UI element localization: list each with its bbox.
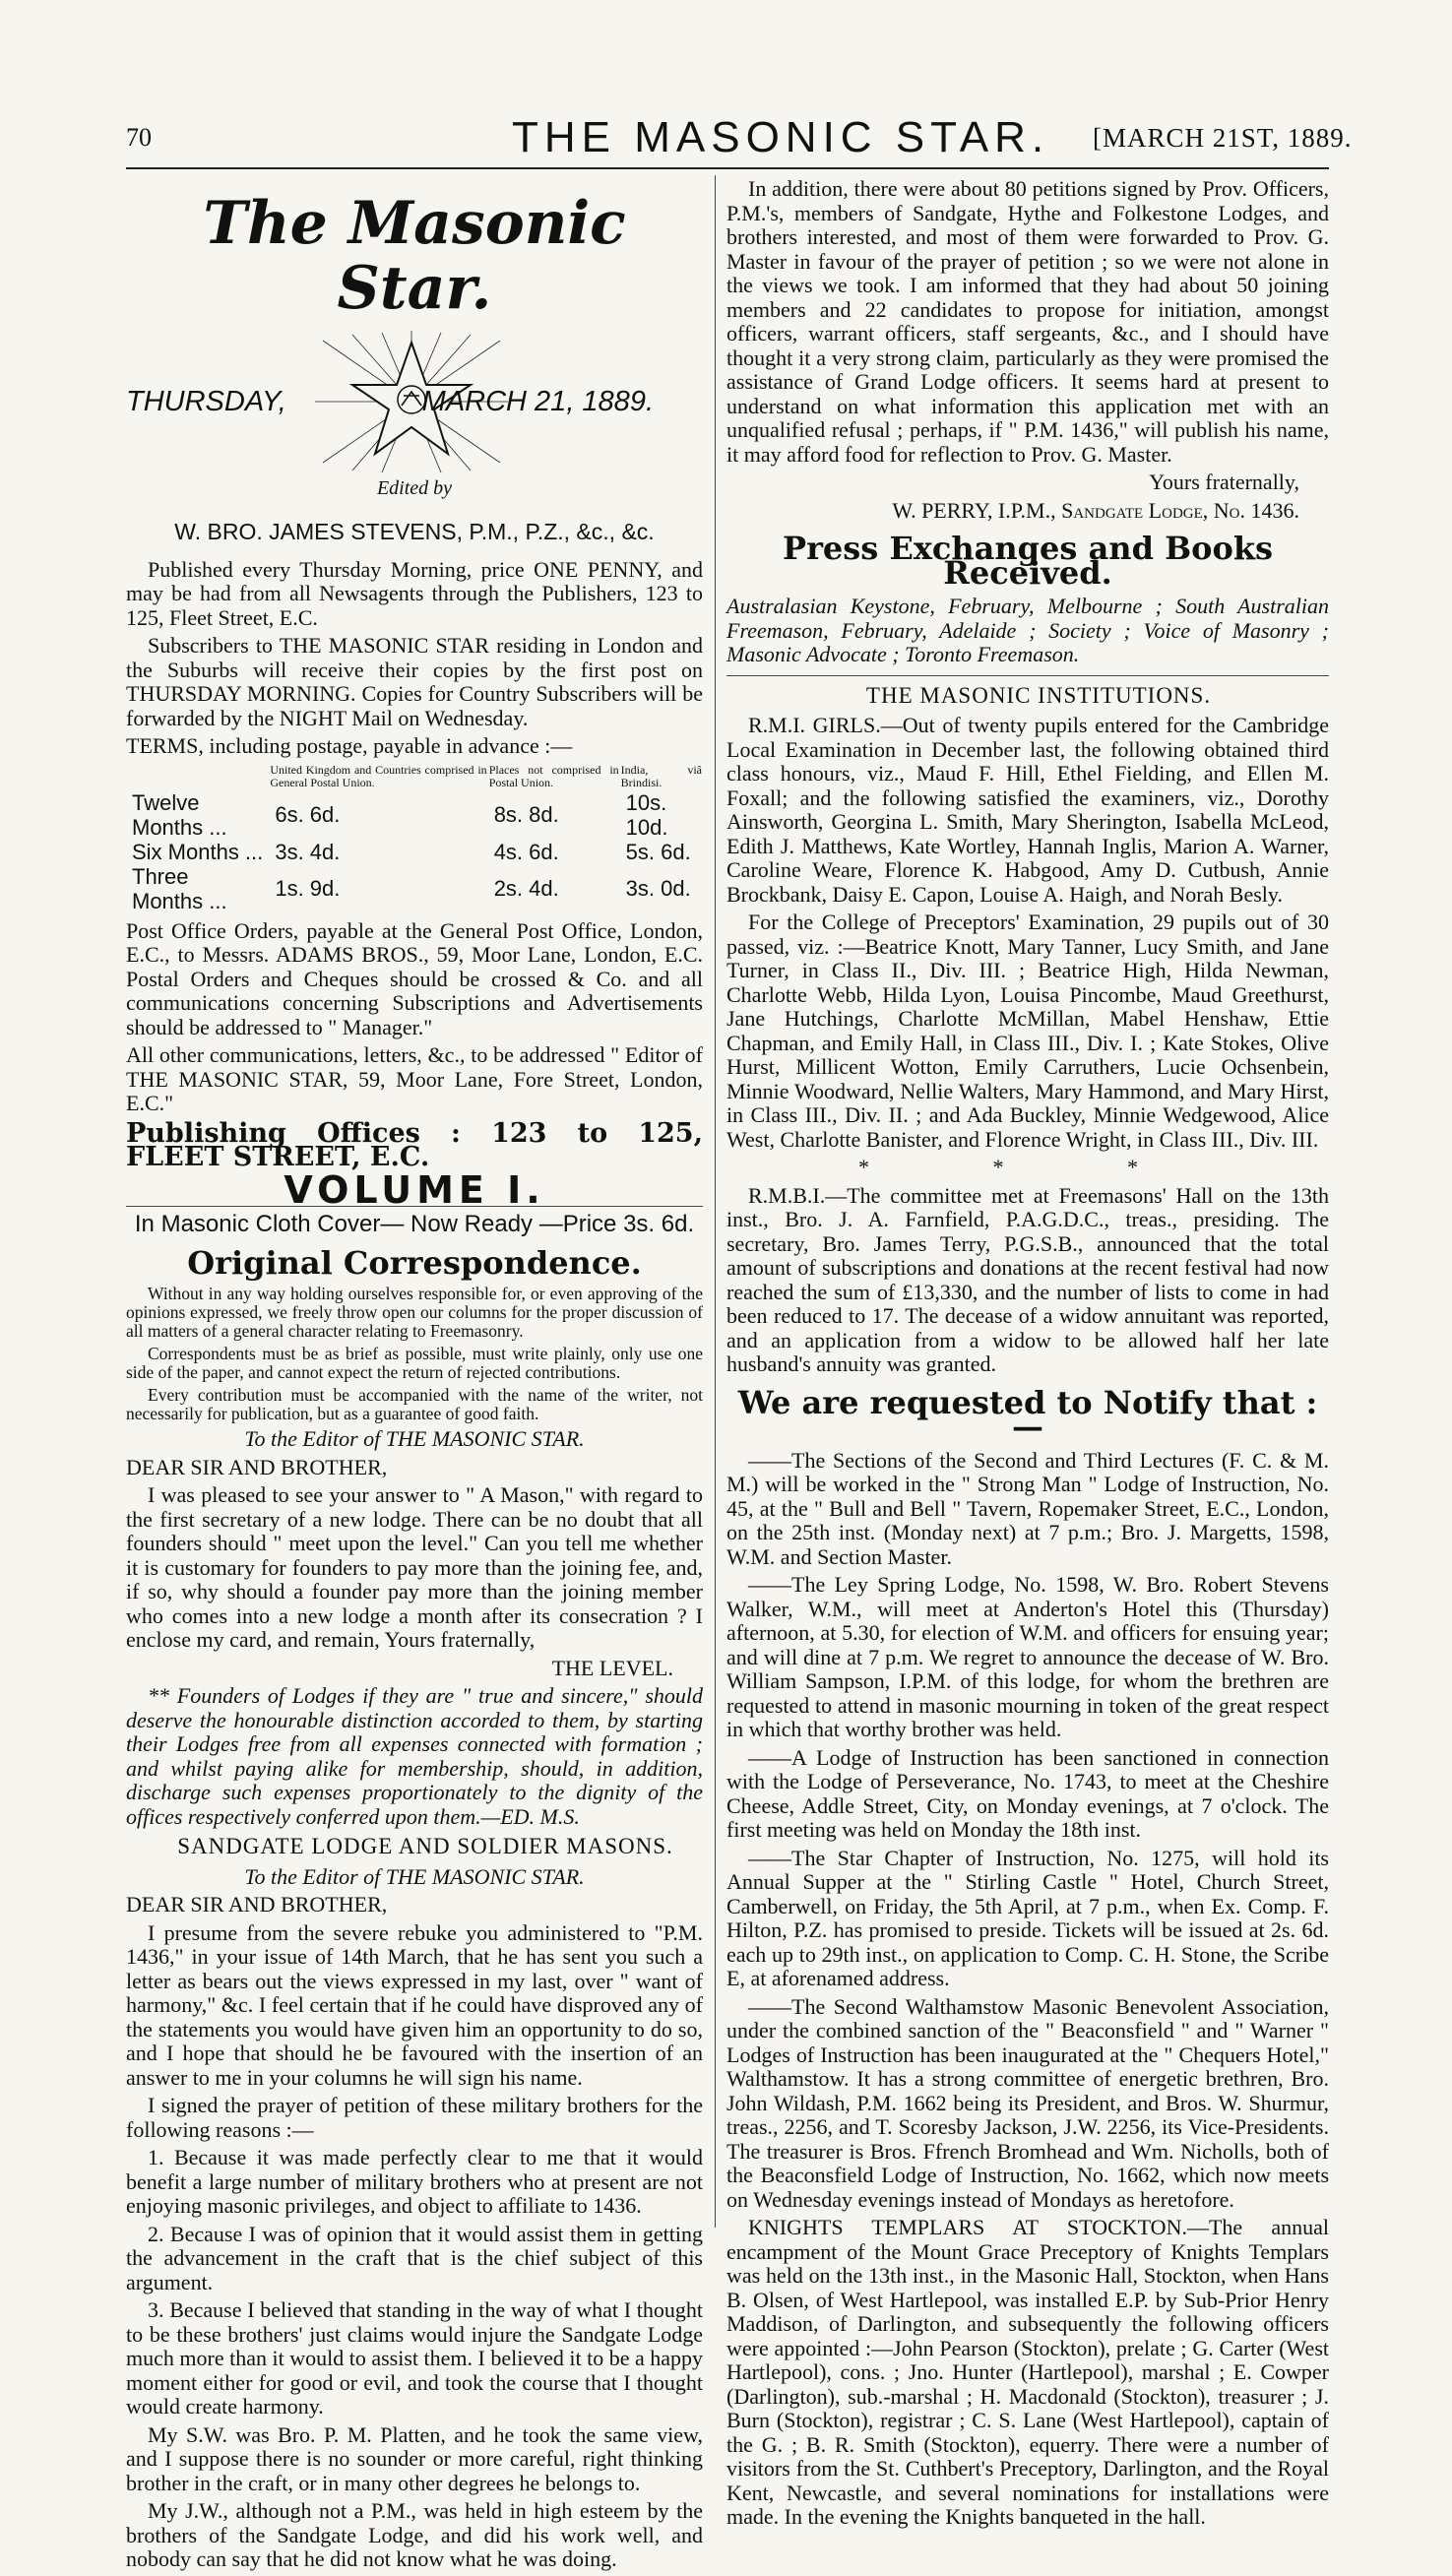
header-rule (126, 167, 1329, 169)
institutions-paragraph: R.M.I. GIRLS.—Out of twenty pupils entered for the Cambridge Local Examination in December last, the following obtained third class honours, viz., Maud F. Hill, Ethel Fielding, and Ellen M. Foxall; and the following satisfied the examiners, viz., Dorothy Ainsworth, Georgina L. Smith, Mary Sherington, Isabella McLeod, Edith J. Matthews, Kate Wortley, Hannah Inglis, Marion A. Warner, Caroline Weare, Florence K. Habgood, Amy D. Cutbush, Annie Brockbank, Daisy E. Capon, Louise A. Haigh, and Norah Besly. (726, 713, 1329, 907)
issue-date: [MARCH 21ST, 1889. (1093, 123, 1353, 153)
letter-addressee: To the Editor of THE MASONIC STAR. (244, 1426, 585, 1451)
volume-heading: VOLUME I. (284, 1167, 545, 1212)
terms-col-india: India, viâ Brindisi. (620, 762, 702, 789)
newspaper-title: THE MASONIC STAR. (512, 113, 1050, 161)
institutions-heading: THE MASONIC INSTITUTIONS. (865, 682, 1212, 708)
letter-body: 3. Because I believed that standing in the way of what I thought to be these brothers' just claims would injure the Sandgate Lodge much more than it would to assist them. I believed it to be a happy moment either for good or evil, and took the course that I thought would create harmony. (126, 2297, 703, 2419)
terms-intro: TERMS, including postage, payable in advance :— (126, 733, 573, 758)
right-column (726, 177, 1329, 2534)
left-column (126, 177, 703, 2576)
letter-continuation: In addition, there were about 80 petitions signed by Prov. Officers, P.M.'s, members of Sandgate, Hythe and Folkestone Lodges, and brothers interested, and most of them were forwarded to Prov. G. Master in favour of the prayer of petition ; so we were not alone in the views we took. I am informed that they had about 50 joining members and 22 candidates to propose for initiation, amongst officers, warrant officers, staff sergeants, &c., and I should have thought it a very strong claim, particularly as they were promised the assistance of Grand Lodge officers. It seems hard at present to understand on what information this application met with an unqualified refusal ; perhaps, if " P.M. 1436," will publish his name, it may afford food for reflection to Prov. G. Master. (726, 176, 1329, 467)
letter-addressee: To the Editor of THE MASONIC STAR. (244, 1863, 585, 1889)
publishing-offices: Publishing Offices : 123 to 125, FLEET STREET, E.C. (126, 1117, 703, 1172)
letter-signature: W. PERRY, I.P.M., Sandgate Lodge, No. 1436. (892, 497, 1299, 523)
letter-body: I presume from the severe rebuke you administered to "P.M. 1436," in your issue of 14th March, that he has sent you such a letter as bears out the views expressed in my last, over " want of harmony," &c. I feel certain that if he could have disproved any of the statements you would have given him an opportunity to do so, and I hope that should he be favoured with the insertion of an answer to me in your columns he will sign his name. (126, 1919, 703, 2090)
notify-heading: We are requested to Notify that :— (737, 1383, 1318, 1445)
letter-salutation: DEAR SIR AND BROTHER, (126, 1454, 388, 1479)
notice-item: ——The Sections of the Second and Third Lectures (F. C. & M. M.) will be worked in the " Strong Man " Lodge of Instruction, No. 45, at the " Bull and Bell " Tavern, Ropemaker Street, E.C., London, on the 25th inst. (Monday next) at 7 p.m.; Bro. J. Margetts, 1598, W.M. and Section Master. (726, 1447, 1329, 1569)
correspondence-note: Without in any way holding ourselves responsible for, or even approving of the opinions expressed, we freely throw open our columns for the proper discussion of all matters of a general character relating to Freemasonry. (126, 1284, 703, 1341)
page-number: 70 (126, 123, 152, 152)
notice-item: ——A Lodge of Instruction has been sanctioned in connection with the Lodge of Perseverance, No. 1743, to meet at the Cheshire Cheese, Addle Street, City, on Monday evenings, at 7 o'clock. The first meeting was held on Monday the 18th inst. (726, 1744, 1329, 1842)
letter-body: I was pleased to see your answer to " A Mason," with regard to the first secretary of a new lodge. There can be no doubt that all founders should " meet upon the level." Can you tell me whether it is customary for founders to pay more than the joining fee, and, if so, why should a founder pay more than the joining member who comes into a new lodge a month after its consecration ? I enclose my card, and remain, Yours fraternally, (126, 1482, 703, 1652)
column-divider (715, 175, 716, 2228)
table-row: Twelve Months ... 6s. 6d. 8s. 8d. 10s. 10d. (132, 789, 668, 840)
masthead-day: THURSDAY, (126, 386, 286, 417)
table-row: Three Months ... 1s. 9d. 2s. 4d. 3s. 0d. (132, 863, 691, 913)
letter-body: 1. Because it was made perfectly clear to me that it would benefit a large number of military brothers who at present are not enjoying masonic privileges, and object to affiliate to 1436. (126, 2145, 703, 2218)
correspondence-heading: Original Correspondence. (187, 1243, 642, 1282)
press-heading: Press Exchanges and Books Received. (783, 530, 1273, 592)
terms-col-uk: United Kingdom and Countries comprised in General Postal Union. (270, 762, 487, 789)
notice-item: ——The Second Walthamstow Masonic Benevolent Association, under the combined sanction of the " Beaconsfield " and " Warner " Lodges of Instruction has been inaugurated at the " Chequers Hotel," Walthamstow. It has a strong committee of energetic brethren, Bro. John Wildash, P.M. 1662 being its President, and Bros. W. Shurmur, treas., 2256, and T. Scoresby Jackson, J.W. 2256, its Vice-Presidents. The treasurer is Bros. Ffrench Bromhead and Wm. Nicholls, both of the Beaconsfield Lodge of Instruction, No. 1662, which now meets on Wednesday evenings instead of Mondays as heretofore. (726, 1993, 1329, 2212)
editor-address: All other communications, letters, &c., to be addressed " Editor of THE MASONIC STAR, 59, Moor Lane, Fore Street, London, E.C." (126, 1042, 703, 1115)
letter-closing: Yours fraternally, (1149, 470, 1299, 494)
knights-templars-paragraph: KNIGHTS TEMPLARS AT STOCKTON.—The annual encampment of the Mount Grace Preceptory of Knights Templars was held on the 13th inst., in the Masonic Hall, Stockton, when Hans B. Olsen, of West Hartlepool, was installed E.P. by Sub-Prior Henry Maddison, of Darlington, and subsequently the following officers were appointed :—John Pearson (Stockton), prelate ; G. Carter (West Hartlepool), cons. ; Jno. Hunter (Hartlepool), marshal ; E. Cowper (Darlington), sub.-marshal ; H. Macdonald (Stockton), treasurer ; J. Burn (Stockton), registrar ; C. S. Lane (West Hartlepool), captain of the G. ; B. R. Smith (Stockton), equerry. There were a number of visitors from the St. Cuthbert's Preceptory, Darlington, and the Royal Kent, Newcastle, and several nominations for installations were made. In the evening the Knights banqueted in the hall. (726, 2215, 1329, 2529)
edited-by: Edited by (376, 477, 453, 499)
section-stars: * * * (858, 1155, 1197, 1179)
notice-item: ——The Ley Spring Lodge, No. 1598, W. Bro. Robert Stevens Walker, W.M., will meet at Anderton's Hotel this (Thursday) afternoon, at 5.30, for election of W.M. and officers for ensuing year; and will dine at 7 p.m. We regret to announce the decease of W. Bro. William Sampson, I.P.M. of this lodge, for whom the brethren are requested to attend in masonic mourning in token of the great respect in which that worthy brother was held. (726, 1572, 1329, 1741)
editor-name: W. BRO. JAMES STEVENS, P.M., P.Z., &c., &c. (174, 519, 655, 544)
subscriber-info: Subscribers to THE MASONIC STAR residing in London and the Suburbs will receive their copies by the first post on THURSDAY MORNING. Copies for Country Subscribers will be forwarded by the NIGHT Mail on Wednesday. (126, 633, 703, 730)
masthead-date: MARCH 21, 1889. (421, 386, 654, 417)
institutions-paragraph: R.M.B.I.—The committee met at Freemasons' Hall on the 13th inst., Bro. J. A. Farnfield, P.A.G.D.C., treas., presiding. The secretary, Bro. James Terry, P.G.S.B., announced that the total amount of subscriptions and donations at the recent festival had now reached the sum of £13,330, and the number of lists to come in had been reduced to 17. The decease of a widow annuitant was reported, and an application from a widow to be allowed half her late husband's annuity was granted. (726, 1182, 1329, 1376)
post-office-orders: Post Office Orders, payable at the General Post Office, London, E.C., to Messrs. ADAMS BROS., 59, Moor Lane, London, E.C. Postal Orders and Cheques should be crossed & Co. and all communications concerning Subscriptions and Advertisements should be addressed to " Manager." (126, 917, 703, 1039)
publication-info: Published every Thursday Morning, price ONE PENNY, and may be had from all Newsagents through the Publishers, 123 to 125, Fleet Street, E.C. (126, 556, 703, 630)
notice-item: ——The Star Chapter of Instruction, No. 1275, will hold its Annual Supper at the " Stirling Castle " Hotel, Church Street, Camberwell, on Friday, the 5th April, at 7 p.m., when Ex. Comp. F. Hilton, P.Z. has promised to preside. Tickets will be issued at 2s. 6d. each up to 29th inst., on application to Comp. C. H. Stone, the Scribe E, at aforenamed address. (726, 1845, 1329, 1990)
correspondence-note: Every contribution must be accompanied with the name of the writer, not necessarily for publication, but as a guarantee of good faith. (126, 1385, 703, 1423)
letter-body: My J.W., although not a P.M., was held in high esteem by the brothers of the Sandgate Lodge, and did his work well, and nobody can say that he did not know what he was doing. (126, 2498, 703, 2571)
editor-note: ** Founders of Lodges if they are " true and sincere," should deserve the honourable distinction accorded to them, by starting their Lodges free from all expenses connected with formation ; and whilst paying alike for membership, should, in addition, discharge such expenses proportionately to the dignity of the offices respectively conferred upon them.—ED. M.S. (126, 1683, 703, 1829)
letter-body: I signed the prayer of petition of these military brothers for the following reasons :— (126, 2093, 703, 2142)
press-list: Australasian Keystone, February, Melbourne ; South Australian Freemason, February, Adelaide ; Society ; Voice of Masonry ; Masonic Advocate ; Toronto Freemason. (726, 594, 1329, 666)
letter-body: 2. Because I was of opinion that it would assist them in getting the advancement in the craft that is the chief subject of this argument. (126, 2221, 703, 2294)
letter-salutation: DEAR SIR AND BROTHER, (126, 1892, 388, 1916)
letter-body: My S.W. was Bro. P. M. Platten, and he took the same view, and I suppose there is no sounder or more careful, right thinking brother in the craft, or in many other degrees he belongs to. (126, 2421, 703, 2495)
divider (726, 675, 1329, 676)
letter-signature: THE LEVEL. (551, 1655, 673, 1680)
volume-price: In Masonic Cloth Cover— Now Ready —Price 3s. 6d. (126, 1206, 703, 1237)
masthead-dateline (126, 331, 703, 518)
terms-col-other: Places not comprised in Postal Union. (488, 762, 619, 789)
subscription-terms-table (126, 763, 703, 913)
masthead-title: The Masonic Star. (203, 189, 626, 323)
institutions-paragraph: For the College of Preceptors' Examination, 29 pupils out of 30 passed, viz. :—Beatrice Knott, Mary Tanner, Lucy Smith, and Jane Turner, in Class II., Div. III. ; Beatrice High, Hilda Newman, Charlotte Webb, Hilda Lyon, Louisa Pincombe, Maud Greethurst, Jane Hutchings, Charlotte McMillan, Mabel Henshaw, Ettie Chapman, and Emily Hall, in Class III., Div. I. ; Kate Stokes, Olive Hurst, Millicent Wotton, Emily Carruthers, Lucie Ochsenbein, Minnie Woodward, Nellie Walters, Mary Hammond, and Mary Hirst, in Class III., Div. II. ; and Ada Buckley, Minnie Wedgewood, Alice West, Charlotte Banister, and Florence Wright, in Class III., Div. III. (726, 910, 1329, 1152)
table-row: Six Months ... 3s. 4d. 4s. 6d. 5s. 6d. (132, 839, 691, 864)
correspondence-note: Correspondents must be as brief as possible, must write plainly, only use one side of the paper, and cannot expect the return of rejected contributions. (126, 1344, 703, 1382)
letter-heading: SANDGATE LODGE AND SOLDIER MASONS. (177, 1834, 673, 1858)
page-header (0, 0, 1452, 175)
